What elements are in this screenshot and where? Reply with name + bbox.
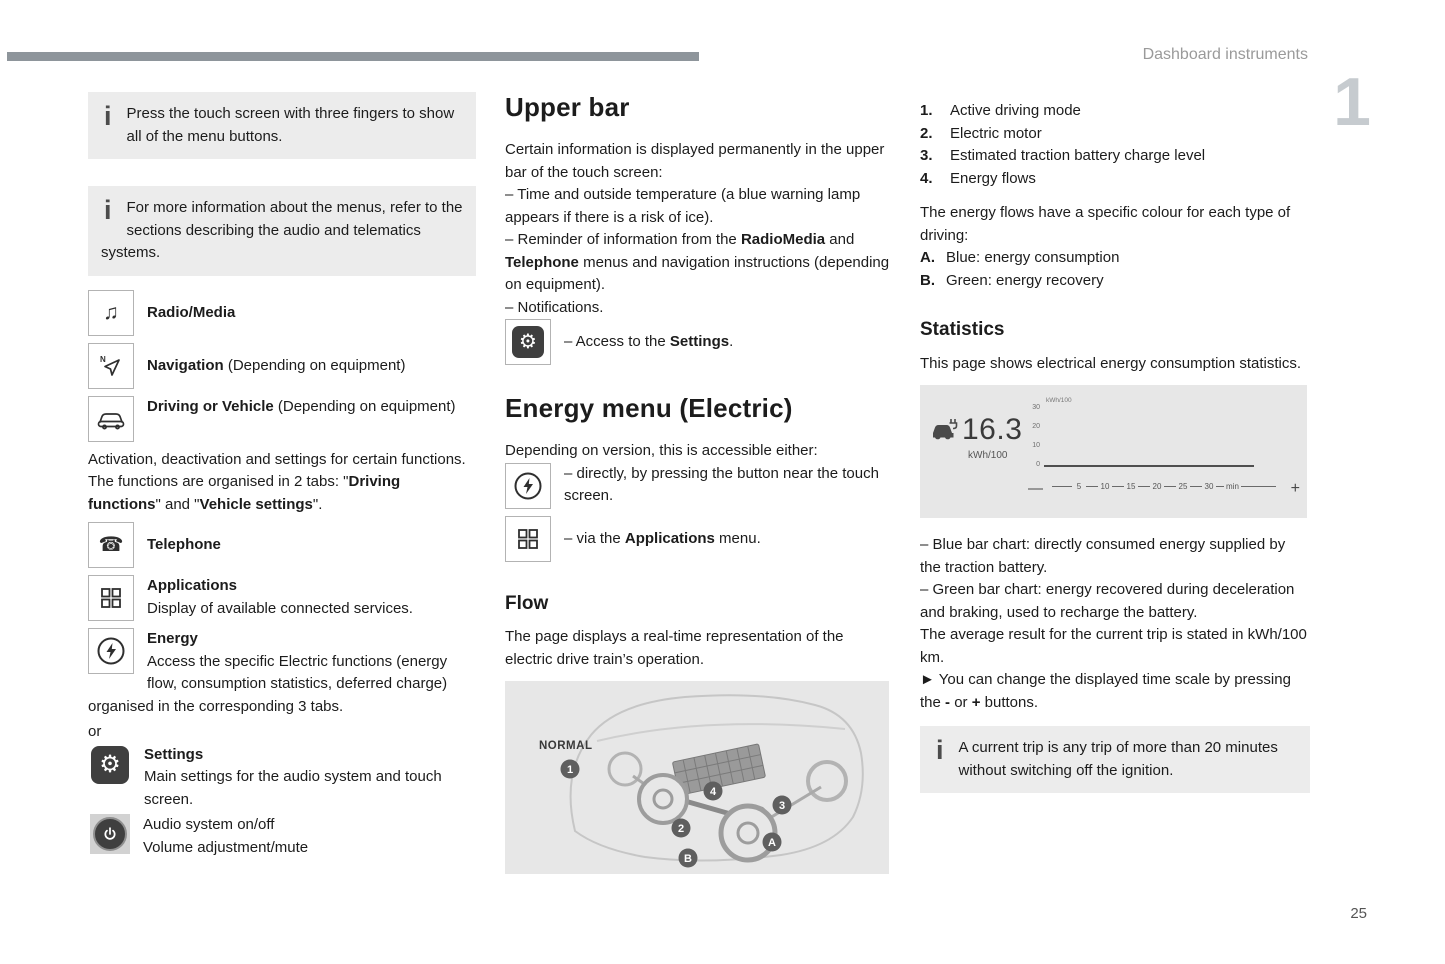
- svg-text:2: 2: [677, 823, 685, 835]
- text-segment: buttons.: [980, 693, 1039, 711]
- menu-applications: [88, 575, 476, 625]
- body-text: [88, 471, 476, 516]
- info-box-menus: [88, 186, 476, 276]
- telephone-icon: ☎: [88, 522, 134, 568]
- menu-label: Volume adjustment/mute: [143, 838, 309, 856]
- menu-label: Driving or Vehicle (Depending on equipment): [147, 397, 456, 415]
- list-item: – directly, by pressing the button near the touch screen.: [564, 464, 879, 504]
- text-segment: – Reminder of information from the: [505, 231, 741, 248]
- average-unit: kWh/100: [968, 450, 1008, 461]
- body-text: Depending on version, this is accessible either:: [505, 442, 818, 459]
- text-segment: – via the: [564, 529, 625, 547]
- list-item: 1. Active driving mode: [920, 102, 1081, 119]
- body-text: The average result for the current trip is stated in kWh/100 km.: [920, 626, 1307, 666]
- svg-text:1: 1: [566, 764, 574, 776]
- y-tick-label: 10: [1032, 442, 1040, 449]
- navigation-arrow-icon: [98, 353, 124, 379]
- y-tick-label: 0: [1036, 461, 1040, 468]
- list-item: [505, 319, 890, 354]
- heading-flow: Flow: [505, 592, 549, 614]
- flow-marker-2: [672, 819, 691, 838]
- driving-mode-label: NORMAL: [539, 740, 593, 752]
- energy-button-row: [505, 463, 890, 513]
- list-item: – Green bar chart: energy recovered during deceleration and braking, used to recharge the battery.: [920, 581, 1295, 621]
- right-column: [920, 100, 1310, 793]
- body-text: Certain information is displayed permanently in the upper bar of the touch screen:: [505, 141, 885, 181]
- menu-label: Radio/Media: [147, 303, 236, 321]
- time-scale: [1028, 477, 1300, 497]
- text-segment: .: [729, 333, 734, 350]
- menu-settings: [88, 744, 476, 812]
- x-tick-label: 20: [1150, 481, 1164, 493]
- x-tick-label: 15: [1124, 481, 1138, 493]
- flow-marker-4: [704, 782, 723, 801]
- text-segment: – Access to the: [564, 333, 670, 350]
- music-note-icon: ♫: [103, 300, 119, 324]
- list-item: [505, 516, 890, 551]
- x-tick-label: 25: [1176, 481, 1190, 493]
- settings-gear-icon: ⚙: [505, 319, 551, 365]
- list-item: A. Blue: energy consumption: [920, 249, 1120, 266]
- header-rule: [7, 52, 699, 61]
- text-segment: and: [825, 231, 855, 248]
- list-item: B. Green: energy recovery: [920, 271, 1104, 289]
- flow-marker-a: [763, 833, 782, 852]
- text-segment: ".: [312, 495, 323, 513]
- navigation-icon: [88, 343, 134, 389]
- y-tick-label: 20: [1032, 423, 1040, 430]
- body-text: This page shows electrical energy consumption statistics.: [920, 354, 1302, 372]
- menu-label: Energy: [147, 630, 198, 647]
- y-axis-unit-label: kWh/100: [1046, 397, 1072, 404]
- text-segment: Telephone: [505, 253, 579, 271]
- text-segment: Driving functions: [88, 473, 401, 513]
- x-tick-label: 10: [1098, 481, 1112, 493]
- menu-radio-media: [88, 290, 476, 340]
- info-icon: i: [936, 735, 944, 765]
- info-box-touch: [88, 92, 476, 159]
- statistics-illustration: [920, 385, 1307, 518]
- info-icon: i: [104, 195, 112, 225]
- text-segment: The functions are organised in 2 tabs: ": [88, 473, 349, 490]
- menu-navigation: [88, 343, 476, 393]
- menu-driving-vehicle: [88, 396, 476, 446]
- body-text: Activation, deactivation and settings for certain functions.: [88, 450, 466, 468]
- menu-telephone: [88, 522, 476, 572]
- list-item: – Notifications.: [505, 298, 604, 316]
- heading-upper-bar: Upper bar: [505, 92, 630, 122]
- info-text: Press the touch screen with three fingers to show all of the menu buttons.: [126, 105, 455, 145]
- energy-lightning-icon: [505, 463, 551, 509]
- svg-text:A: A: [768, 837, 776, 849]
- radio-media-icon: [88, 290, 134, 336]
- svg-text:B: B: [684, 853, 692, 865]
- menu-description: Display of available connected services.: [147, 599, 413, 617]
- body-text: or: [88, 723, 102, 740]
- flow-marker-b: [679, 849, 698, 868]
- list-item: [505, 229, 890, 297]
- flow-legend: [920, 100, 1310, 190]
- text-segment: RadioMedia: [740, 231, 826, 248]
- text-segment: " and ": [155, 495, 200, 513]
- colour-legend: [920, 247, 1310, 292]
- info-box-current-trip: [920, 726, 1310, 793]
- text-segment: Applications: [624, 529, 715, 547]
- list-item: – Time and outside temperature (a blue warning lamp appears if there is a risk of ice).: [505, 186, 861, 226]
- list-item: 3. Estimated traction battery charge level: [920, 147, 1206, 164]
- menu-audio-power: [88, 814, 476, 864]
- stats-bars: [1044, 407, 1254, 467]
- middle-column: [505, 88, 890, 874]
- svg-text:4: 4: [709, 786, 717, 798]
- stats-yaxis: [1016, 404, 1040, 468]
- x-tick-label: 30: [1202, 481, 1216, 493]
- left-column: [88, 92, 476, 867]
- text-segment: Vehicle settings: [199, 495, 313, 513]
- minus-button: —: [1028, 480, 1043, 497]
- heading-statistics: Statistics: [920, 319, 1005, 340]
- menu-label: Audio system on/off: [143, 816, 275, 833]
- svg-text:3: 3: [778, 800, 786, 812]
- applications-menu-row: [505, 516, 890, 566]
- gear-icon: ⚙: [91, 746, 129, 784]
- body-text: [920, 669, 1310, 714]
- list-item: 4. Energy flows: [920, 169, 1036, 187]
- chapter-number: 1: [1333, 64, 1371, 140]
- car-icon: [88, 396, 134, 442]
- applications-grid-icon: [88, 575, 134, 621]
- text-segment: +: [971, 693, 981, 711]
- plus-button: +: [1290, 480, 1300, 497]
- menu-energy: [88, 628, 476, 718]
- menu-label: Navigation (Depending on equipment): [147, 356, 406, 374]
- flow-vehicle-drawing: [505, 681, 889, 874]
- menu-label: Settings: [144, 745, 204, 763]
- energy-flow-illustration: [505, 681, 889, 874]
- stats-xticks: [1072, 481, 1216, 493]
- list-item: – Blue bar chart: directly consumed energy supplied by the traction battery.: [920, 536, 1286, 576]
- text-segment: Settings: [669, 333, 730, 350]
- svg-text:N: N: [100, 354, 106, 364]
- menu-label: Applications: [147, 577, 238, 594]
- time-unit-label: min: [1226, 482, 1239, 491]
- list-item: 2. Electric motor: [920, 124, 1042, 142]
- menu-label: Telephone: [147, 536, 221, 553]
- info-icon: i: [104, 101, 112, 131]
- average-value: 16.3: [962, 413, 1023, 446]
- text-segment: or: [950, 693, 972, 711]
- y-tick-label: 30: [1032, 404, 1040, 411]
- body-text: The page displays a real-time representation of the electric drive train’s operation.: [505, 628, 844, 668]
- text-segment: menus and navigation instructions (depending on equipment).: [505, 253, 890, 293]
- average-consumption: [930, 415, 1022, 463]
- body-text: The energy flows have a specific colour for each type of driving:: [920, 204, 1291, 244]
- ev-charging-icon: [930, 417, 960, 441]
- info-text: A current trip is any trip of more than 20 minutes without switching off the ignition.: [958, 739, 1278, 779]
- menu-description: Main settings for the audio system and touch screen.: [144, 768, 442, 808]
- flow-marker-1: [561, 760, 580, 779]
- section-title: Dashboard instruments: [1142, 46, 1308, 63]
- text-segment: ► You can change the displayed time scale by pressing the: [920, 671, 1291, 711]
- text-segment: -: [945, 693, 951, 711]
- flow-marker-3: [773, 796, 792, 815]
- info-text: For more information about the menus, refer to the sections describing the audio and telematics systems.: [101, 199, 463, 261]
- energy-lightning-icon: [88, 628, 134, 674]
- power-icon: [90, 814, 130, 854]
- settings-access-row: [505, 319, 890, 369]
- text-segment: menu.: [714, 529, 761, 547]
- heading-energy-menu: Energy menu (Electric): [505, 393, 793, 423]
- menu-description: Access the specific Electric functions (energy flow, consumption statistics, deferred charge) organised in the corresponding 3 tabs.: [88, 652, 448, 715]
- page-number: 25: [1350, 905, 1367, 922]
- applications-grid-icon: [505, 516, 551, 562]
- x-tick-label: 5: [1072, 481, 1086, 493]
